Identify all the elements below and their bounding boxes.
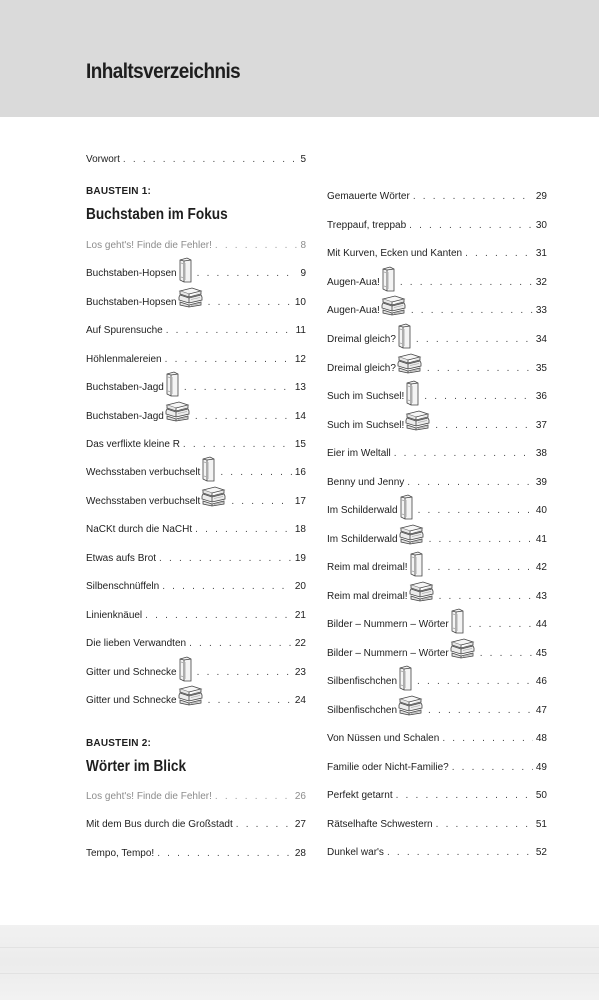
toc-page-number: 17 (294, 496, 306, 507)
toc-entry-title: Augen-Aua! (327, 305, 380, 316)
toc-entry-title: Treppauf, treppab (327, 220, 407, 231)
toc-page-number: 22 (294, 638, 306, 649)
book-stack-icon (178, 684, 203, 710)
single-book-icon (178, 656, 192, 682)
single-book-icon (409, 551, 423, 577)
toc-entry-von-nuessen-und-schalen-p48 (327, 729, 547, 745)
toc-entry-silbenfischchen-p47 (327, 701, 547, 717)
toc-entry-wechsstaben-verbuchselt-p17 (86, 492, 306, 508)
toc-entry-title: Bilder – Nummern – Wörter (327, 619, 449, 630)
toc-page-number: 16 (294, 467, 306, 478)
toc-entry-title: Such im Suchsel! (327, 391, 405, 402)
toc-entry-title: Benny und Jenny (327, 477, 405, 488)
toc-entry-augen-aua-p32 (327, 273, 547, 289)
toc-page-number: 36 (535, 391, 547, 402)
single-book-icon (398, 665, 412, 691)
toc-page-number: 52 (535, 847, 547, 858)
toc-page-number: 31 (535, 248, 547, 259)
toc-page-number: 43 (535, 591, 547, 602)
toc-page-number: 13 (294, 382, 306, 393)
toc-page-number: 40 (535, 505, 547, 516)
book-stack-icon (398, 694, 423, 720)
book-stack-icon (178, 286, 203, 312)
single-book-icon (165, 371, 179, 397)
toc-entry-hoehlenmalereien-p12 (86, 350, 306, 366)
toc-page-number: 15 (294, 439, 306, 450)
dot-leader (208, 297, 292, 309)
toc-entry-die-lieben-verwandten-p22 (86, 634, 306, 650)
single-book-icon (201, 456, 215, 482)
dot-leader (166, 325, 293, 337)
dot-leader (416, 334, 533, 346)
book-stack-icon (405, 409, 430, 435)
toc-entry-title: Gemauerte Wörter (327, 191, 410, 202)
dot-leader (413, 191, 533, 203)
toc-entry-dreimal-gleich-p35 (327, 359, 547, 375)
dot-leader (220, 467, 292, 479)
toc-entry-wechsstaben-verbuchselt-p16 (86, 463, 306, 479)
toc-entry-bilder-nummern-woerter-p44 (327, 615, 547, 631)
toc-page-number: 51 (535, 819, 547, 830)
toc-entry-title: Buchstaben-Jagd (86, 382, 164, 393)
toc-page-number: 50 (535, 790, 547, 801)
toc-page-number: 35 (535, 363, 547, 374)
toc-page-number: 27 (294, 819, 306, 830)
toc-entry-title: Dunkel war's (327, 847, 384, 858)
toc-entry-gitter-und-schnecke-p23 (86, 663, 306, 679)
toc-entry-nackt-durch-die-nacht-p18 (86, 520, 306, 536)
toc-page-number: 10 (294, 297, 306, 308)
dot-leader (208, 695, 292, 707)
dot-leader (145, 610, 292, 622)
toc-entry-eier-im-weltall-p38 (327, 444, 547, 460)
single-book-icon (397, 323, 411, 349)
dot-leader (407, 477, 533, 489)
toc-entry-mit-kurven-ecken-und-kanten-p31 (327, 244, 547, 260)
toc-page-number: 9 (300, 268, 306, 279)
toc-entry-tempo-tempo-p28 (86, 844, 306, 860)
dot-leader (435, 420, 533, 432)
toc-entry-title: Dreimal gleich? (327, 334, 396, 345)
dot-leader (439, 591, 533, 603)
dot-leader (197, 268, 298, 280)
book-stack-icon (397, 352, 422, 378)
dot-leader (165, 354, 292, 366)
toc-entry-title: Im Schilderwald (327, 534, 398, 545)
dot-leader (442, 733, 533, 745)
toc-page-number: 11 (295, 325, 306, 336)
toc-page-number: 33 (535, 305, 547, 316)
toc-entry-title: Mit Kurven, Ecken und Kanten (327, 248, 463, 259)
section-label: BAUSTEIN 1: (86, 186, 151, 197)
toc-entry-title: Los geht's! Finde die Fehler! (86, 791, 212, 802)
toc-entry-raetselhafte-schwestern-p51 (327, 815, 547, 831)
book-stack-icon (399, 523, 424, 549)
toc-entry-etwas-aufs-brot-p19 (86, 549, 306, 565)
toc-entry-title: Wechsstaben verbuchselt (86, 496, 201, 507)
toc-entry-dunkel-war-s-p52 (327, 843, 547, 859)
toc-entry-such-im-suchsel-p36 (327, 387, 547, 403)
dot-leader (215, 791, 292, 803)
toc-page-number: 23 (294, 667, 306, 678)
toc-entry-title: Im Schilderwald (327, 505, 398, 516)
toc-entry-title: Perfekt getarnt (327, 790, 393, 801)
toc-entry-buchstaben-hopsen-p10 (86, 293, 306, 309)
toc-entry-title: Silbenschnüffeln (86, 581, 160, 592)
toc-entry-los-geht-s-finde-die-fehler-p8 (86, 236, 306, 252)
toc-page-number: 20 (294, 581, 306, 592)
dot-leader (197, 667, 292, 679)
book-stack-icon (201, 485, 226, 511)
toc-entry-title: Etwas aufs Brot (86, 553, 157, 564)
toc-entry-title: Auf Spurensuche (86, 325, 163, 336)
toc-entry-buchstaben-jagd-p14 (86, 407, 306, 423)
toc-entry-title: Buchstaben-Jagd (86, 411, 164, 422)
toc-entry-silbenschnueffeln-p20 (86, 577, 306, 593)
toc-entry-title: Reim mal dreimal! (327, 562, 408, 573)
dot-leader (123, 154, 298, 166)
toc-page-number: 14 (294, 411, 306, 422)
book-stack-icon (381, 294, 406, 320)
toc-page-number: 42 (535, 562, 547, 573)
toc-entry-title: Buchstaben-Hopsen (86, 268, 177, 279)
section-title: Wörter im Blick (86, 758, 187, 775)
toc-page-number: 37 (535, 420, 547, 431)
toc-page-number: 49 (535, 762, 547, 773)
toc-page-number: 29 (535, 191, 547, 202)
toc-entry-title: Mit dem Bus durch die Großstadt (86, 819, 233, 830)
toc-page-number: 44 (535, 619, 547, 630)
dot-leader (418, 505, 533, 517)
book-stack-icon (450, 637, 475, 663)
dot-leader (396, 790, 533, 802)
dot-leader (183, 439, 292, 451)
dot-leader (411, 305, 533, 317)
toc-entry-title: Wechsstaben verbuchselt (86, 467, 201, 478)
toc-entry-title: Such im Suchsel! (327, 420, 405, 431)
footer-band (0, 925, 599, 1000)
toc-entry-bilder-nummern-woerter-p45 (327, 644, 547, 660)
dot-leader (184, 382, 292, 394)
dot-leader (394, 448, 533, 460)
toc-page-number: 32 (535, 277, 547, 288)
toc-page-number: 24 (294, 695, 306, 706)
single-book-icon (381, 266, 395, 292)
toc-entry-silbenfischchen-p46 (327, 672, 547, 688)
single-book-icon (399, 494, 413, 520)
toc-page-number: 21 (294, 610, 306, 621)
toc-page-number: 30 (535, 220, 547, 231)
toc-page-number: 38 (535, 448, 547, 459)
toc-page-number: 5 (300, 154, 306, 165)
toc-entry-buchstaben-jagd-p13 (86, 378, 306, 394)
toc-page-number: 46 (535, 676, 547, 687)
toc-page-number: 48 (535, 733, 547, 744)
toc-entry-los-geht-s-finde-die-fehler-p26 (86, 787, 306, 803)
single-book-icon (405, 380, 419, 406)
toc-entry-title: Los geht's! Finde die Fehler! (86, 240, 212, 251)
page-header (0, 0, 599, 117)
toc-entry-title: Das verflixte kleine R (86, 439, 180, 450)
toc-entry-treppauf-treppab-p30 (327, 216, 547, 232)
toc-entry-title: Rätselhafte Schwestern (327, 819, 433, 830)
dot-leader (424, 391, 533, 403)
section-label: BAUSTEIN 2: (86, 738, 151, 749)
single-book-icon (450, 608, 464, 634)
toc-entry-title: Höhlenmalereien (86, 354, 162, 365)
book-stack-icon (409, 580, 434, 606)
toc-entry-title: Familie oder Nicht-Familie? (327, 762, 449, 773)
toc-entry-such-im-suchsel-p37 (327, 416, 547, 432)
toc-page-number: 26 (294, 791, 306, 802)
dot-leader (195, 411, 292, 423)
toc-entry-title: Vorwort (86, 154, 120, 165)
dot-leader (159, 553, 292, 565)
toc-entry-title: Linienknäuel (86, 610, 143, 621)
toc-entry-title: Dreimal gleich? (327, 363, 396, 374)
toc-entry-mit-dem-bus-durch-die-grossstadt-p27 (86, 815, 306, 831)
dot-leader (195, 524, 292, 536)
toc-entry-title: NaCKt durch die NaCHt (86, 524, 193, 535)
dot-leader (157, 848, 292, 860)
toc-entry-reim-mal-dreimal-p43 (327, 587, 547, 603)
toc-entry-das-verflixte-kleine-r-p15 (86, 435, 306, 451)
toc-page-number: 47 (535, 705, 547, 716)
toc-page-number: 18 (294, 524, 306, 535)
toc-page-number: 19 (294, 553, 306, 564)
toc-page-number: 39 (535, 477, 547, 488)
toc-entry-dreimal-gleich-p34 (327, 330, 547, 346)
section-title: Buchstaben im Fokus (86, 206, 228, 223)
toc-entry-title: Gitter und Schnecke (86, 667, 177, 678)
dot-leader (427, 363, 533, 375)
dot-leader (236, 819, 292, 831)
dot-leader (436, 819, 533, 831)
single-book-icon (178, 257, 192, 283)
toc-entry-benny-und-jenny-p39 (327, 473, 547, 489)
toc-entry-linienknaeuel-p21 (86, 606, 306, 622)
book-stack-icon (165, 400, 190, 426)
dot-leader (465, 248, 533, 260)
dot-leader (469, 619, 533, 631)
toc-entry-gemauerte-woerter-p29 (327, 187, 547, 203)
dot-leader (215, 240, 298, 252)
toc-entry-reim-mal-dreimal-p42 (327, 558, 547, 574)
dot-leader (400, 277, 533, 289)
toc-entry-title: Die lieben Verwandten (86, 638, 187, 649)
dot-leader (480, 648, 533, 660)
toc-entry-title: Von Nüssen und Schalen (327, 733, 440, 744)
toc-entry-perfekt-getarnt-p50 (327, 786, 547, 802)
dot-leader (231, 496, 292, 508)
toc-entry-title: Reim mal dreimal! (327, 591, 408, 602)
dot-leader (189, 638, 292, 650)
dot-leader (417, 676, 533, 688)
toc-entry-buchstaben-hopsen-p9 (86, 264, 306, 280)
dot-leader (452, 762, 533, 774)
toc-entry-im-schilderwald-p40 (327, 501, 547, 517)
toc-entry-im-schilderwald-p41 (327, 530, 547, 546)
toc-page-number: 8 (300, 240, 306, 251)
dot-leader (409, 220, 533, 232)
toc-page-number: 28 (294, 848, 306, 859)
dot-leader (428, 705, 533, 717)
toc-page-number: 45 (535, 648, 547, 659)
dot-leader (162, 581, 292, 593)
toc-entry-title: Tempo, Tempo! (86, 848, 155, 859)
toc-page-number: 34 (535, 334, 547, 345)
dot-leader (387, 847, 533, 859)
toc-entry-title: Silbenfischchen (327, 676, 398, 687)
toc-entry-auf-spurensuche-p11 (86, 321, 306, 337)
toc-entry-title: Buchstaben-Hopsen (86, 297, 177, 308)
page-title: Inhaltsverzeichnis (86, 60, 241, 83)
toc-page-number: 12 (294, 354, 306, 365)
toc-entry-augen-aua-p33 (327, 301, 547, 317)
toc-entry-title: Gitter und Schnecke (86, 695, 177, 706)
toc-entry-title: Augen-Aua! (327, 277, 380, 288)
dot-leader (429, 534, 533, 546)
dot-leader (428, 562, 533, 574)
toc-entry-title: Bilder – Nummern – Wörter (327, 648, 449, 659)
toc-page-number: 41 (535, 534, 547, 545)
toc-entry-title: Eier im Weltall (327, 448, 391, 459)
toc-entry-title: Silbenfischchen (327, 705, 398, 716)
toc-entry-vorwort-p5 (86, 150, 306, 166)
toc-entry-gitter-und-schnecke-p24 (86, 691, 306, 707)
toc-entry-familie-oder-nicht-familie-p49 (327, 758, 547, 774)
